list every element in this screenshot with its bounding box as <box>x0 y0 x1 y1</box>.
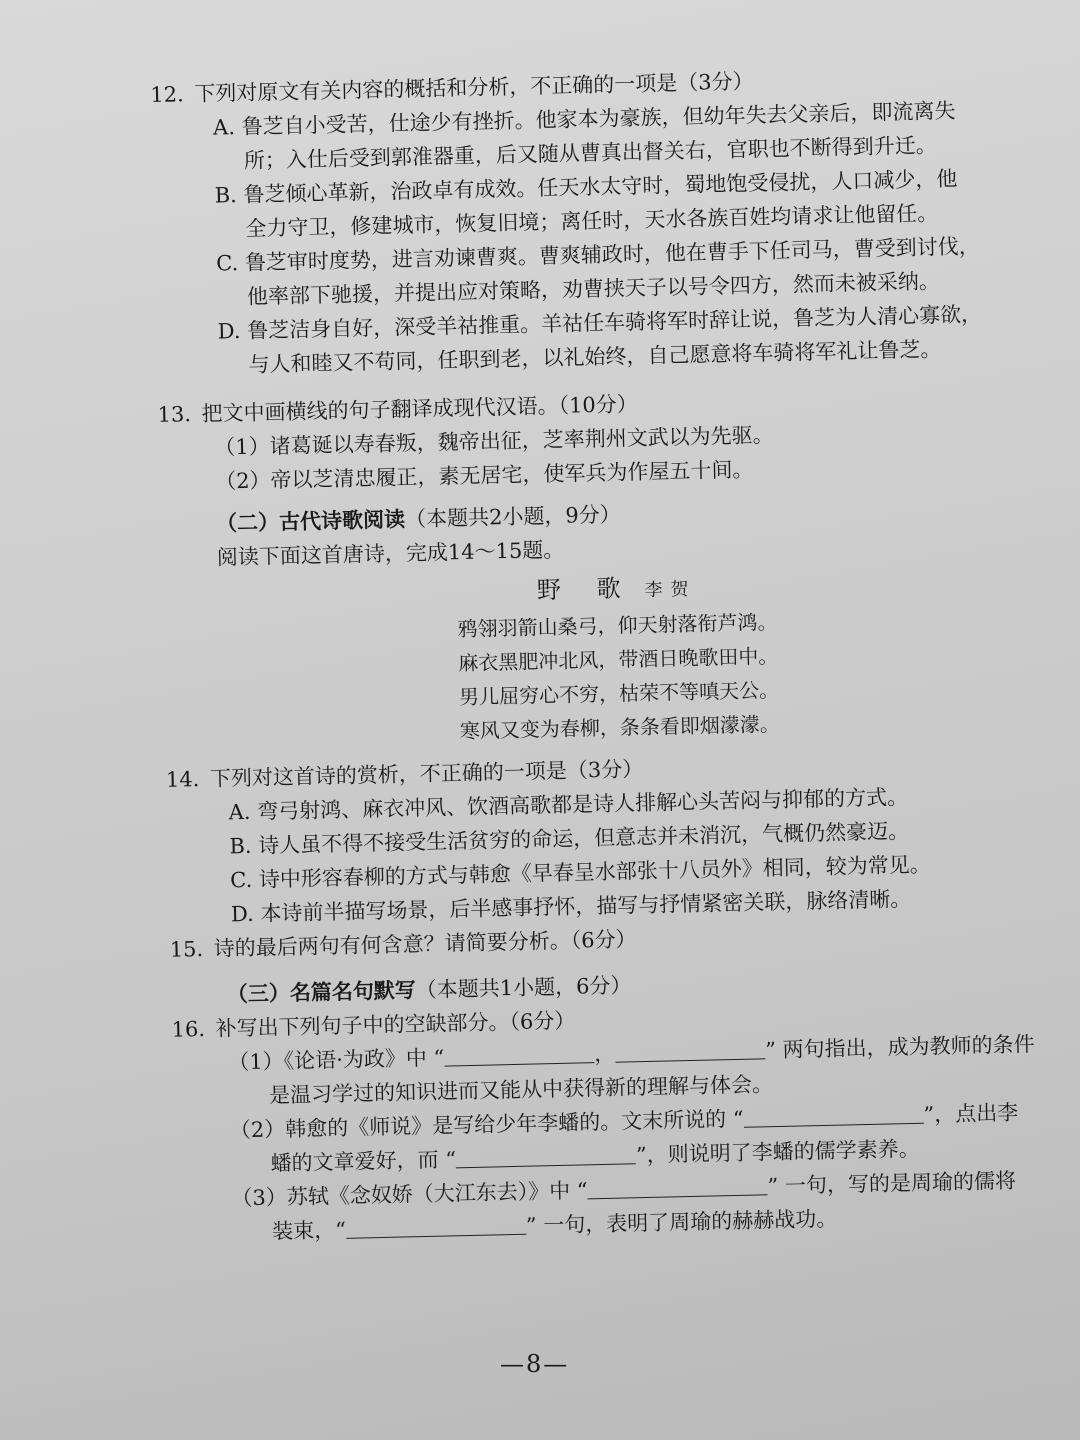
item-text: 韩愈的《师说》是写给少年李蟠的。文末所说的 “ <box>284 1106 744 1142</box>
option-text-line1: 鲁芝自小受苦，仕途少有挫折。他家本为豪族，但幼年失去父亲后，即流离失 <box>241 98 956 139</box>
section-note: （本题共2小题，9分） <box>404 502 622 532</box>
poem <box>231 563 1005 753</box>
item-text: ”，则说明了李蟠的儒学素养。 <box>635 1136 920 1168</box>
option-text-line2: 全力守卫，修建城市，恢复旧境；离任时，天水各族百姓均请求让他留任。 <box>245 201 939 241</box>
option-letter: A. <box>212 115 236 140</box>
poem-line-1: 鸦翎羽箭山桑弓，仰天射落衔芦鸿。 <box>457 609 778 642</box>
option-text-line1: 鲁芝倾心革新，治政卓有成效。任天水太守时，蜀地饱受侵扰，人口减少，他 <box>243 166 958 207</box>
option-letter: A. <box>228 799 251 825</box>
question-13-item-1: （1）诸葛诞以寿春叛，魏帝出征，芝率荆州文武以为先驱。 <box>214 422 774 460</box>
answer-blank[interactable] <box>743 1103 923 1128</box>
option-text-line2: 他率部下驰援，并提出应对策略，劝曹挟天子以号令四方，然而未被采纳。 <box>246 269 941 309</box>
option-text-line2: 所；入仕后受到郭淮器重，后又随从曹真出督关右，官职也不断得到升迁。 <box>243 133 937 173</box>
item-label: （2） <box>229 1117 286 1143</box>
option-text: 弯弓射鸿、麻衣冲风、饮酒高歌都是诗人排解心头苦闷与抑郁的方式。 <box>256 784 909 824</box>
question-text: 下列对原文有关内容的概括和分析，不正确的一项是（3分） <box>194 69 754 106</box>
question-number: 15. <box>169 937 204 962</box>
option-text: 诗人虽不得不接受生活贫穷的命运，但意志并未消沉，气概仍然豪迈。 <box>257 818 910 858</box>
item-text: ” 一句，表明了周瑜的赫赫战功。 <box>525 1206 838 1238</box>
poem-line-4: 寒风又变为春柳，条条看即烟濛濛。 <box>459 711 781 744</box>
option-text-line1: 鲁芝审时度势，进言劝谏曹爽。曹爽辅政时，他在曹手下任司马，曹受到讨伐， <box>244 234 980 275</box>
poem-title: 野 歌 <box>536 574 635 605</box>
answer-blank[interactable] <box>615 1038 765 1062</box>
option-text-line1: 鲁芝洁身自好，深受羊祜推重。羊祜任车骑将军时辞让说，鲁芝为人清心寡欲， <box>246 302 983 343</box>
option-letter: B. <box>214 183 238 208</box>
option-letter: D. <box>230 901 255 927</box>
item-text: 蟠的文章爱好，而 “ <box>270 1147 457 1176</box>
option-letter: D. <box>217 319 241 344</box>
answer-blank[interactable] <box>587 1174 767 1199</box>
poem-line-3: 男儿屈穷心不穷，枯荣不等嗔天公。 <box>458 677 780 710</box>
item-text: ” 一句，写的是周瑜的儒将 <box>767 1168 1017 1199</box>
question-16-item-1-cont: 是温习学过的知识进而又能从中获得新的理解与体会。 <box>268 1072 774 1108</box>
question-text: 把文中画横线的句子翻译成现代汉语。（10分） <box>201 392 639 426</box>
question-text: 补写出下列句子中的空缺部分。（6分） <box>215 1008 576 1041</box>
answer-blank[interactable] <box>346 1214 526 1239</box>
question-text: 下列对这首诗的赏析，不正确的一项是（3分） <box>209 756 644 791</box>
poem-author: 李贺 <box>644 578 697 601</box>
item-text: ”，点出李 <box>923 1100 1019 1127</box>
item-label: （3） <box>231 1185 288 1211</box>
option-text: 本诗前半描写场景，后半感事抒怀，描写与抒情紧密关联，脉络清晰。 <box>260 886 912 926</box>
section-poetry-intro: 阅读下面这首唐诗，完成14～15题。 <box>216 537 565 570</box>
question-number: 12. <box>150 82 185 107</box>
section-title: （二）古代诗歌阅读 <box>215 506 406 536</box>
item-text: ， <box>593 1041 616 1067</box>
exam-content <box>150 59 1035 1251</box>
question-number: 13. <box>157 402 192 427</box>
item-text: 装束，“ <box>271 1217 347 1244</box>
poem-line-2: 麻衣黑肥冲北风，带酒日晚歌田中。 <box>458 643 779 676</box>
option-text: 诗中形容春柳的方式与韩愈《早春呈水部张十八员外》相同，较为常见。 <box>258 852 932 892</box>
item-text: 《论语·为政》中 “ <box>283 1045 445 1074</box>
option-letter: B. <box>229 833 252 859</box>
question-number: 14. <box>165 767 200 792</box>
answer-blank[interactable] <box>456 1143 636 1168</box>
page-number: —8— <box>500 1350 570 1378</box>
option-text-line2: 与人和睦又不苟同，任职到老，以礼始终，自己愿意将车骑将军礼让鲁芝。 <box>248 337 942 377</box>
question-13-item-2: （2）帝以芝清忠履正，素无居宅，使军兵为作屋五十间。 <box>214 457 754 494</box>
item-label: （1） <box>228 1049 284 1075</box>
option-letter: C. <box>229 867 253 893</box>
item-text: ” 两句指出，成为教师的条件 <box>764 1032 1035 1063</box>
option-letter: C. <box>215 251 239 276</box>
answer-blank[interactable] <box>444 1042 594 1066</box>
question-text: 诗的最后两句有何含意？请简要分析。（6分） <box>213 927 637 961</box>
section-note: （本题共1小题，6分） <box>415 973 632 1003</box>
section-title: （三）名篇名句默写 <box>226 977 417 1007</box>
item-text: 苏轼《念奴娇（大江东去）》中 “ <box>286 1178 588 1210</box>
question-number: 16. <box>171 1017 206 1042</box>
